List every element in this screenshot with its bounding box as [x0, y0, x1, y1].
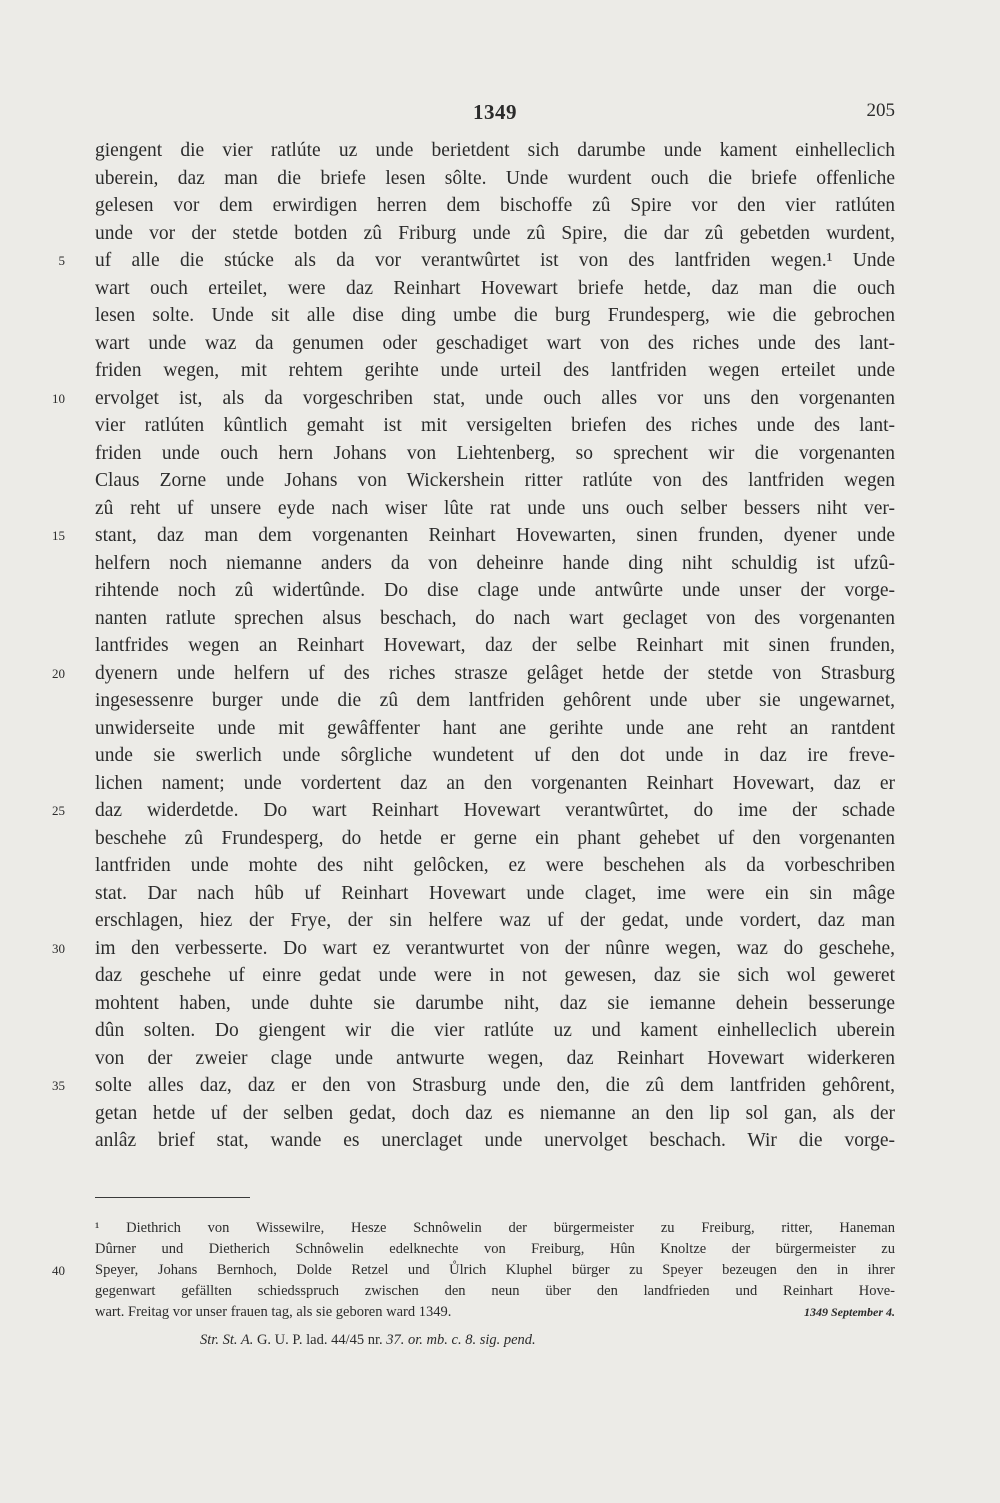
line-text: wart ouch erteilet, were daz Reinhart Hovewart briefe hetde, daz man die ouch — [95, 277, 895, 299]
signature-archive: Str. St. A. — [200, 1332, 254, 1348]
line-text: lichen nament; unde vordertent daz an den vorgenanten Reinhart Hovewart, daz er — [95, 772, 895, 794]
line-text: rihtende noch zû widertûnde. Do dise clage unde antwûrte unde unser der vorge- — [95, 580, 895, 601]
text-line — [52, 522, 895, 550]
line-text: lantfrides wegen an Reinhart Hovewart, daz der selbe Reinhart mit sinen frunden, — [95, 635, 895, 656]
line-text: dyenern unde helfern uf des riches strasze gelâget hetde der stetde von Strasburg — [95, 662, 895, 684]
text-line — [95, 1045, 895, 1073]
text-line — [95, 825, 895, 853]
text-line — [52, 660, 895, 688]
text-line — [95, 220, 895, 248]
signature-location: G. U. P. lad. 44/45 nr. — [253, 1332, 387, 1348]
text-line — [95, 550, 895, 578]
line-text: friden unde ouch hern Johans von Liehtenberg, so sprechent wir die vorgenanten — [95, 442, 895, 464]
footnote-text: Dûrner und Dietherich Schnôwelin edelknechte von Freiburg, Hûn Knoltze der bürgermeister zu — [95, 1241, 895, 1257]
line-text: unde sie swerlich unde sôrgliche wundetent uf den dot unde in daz ire freve- — [95, 745, 895, 766]
text-line — [95, 302, 895, 330]
line-number: 25 — [52, 803, 65, 818]
text-line — [95, 275, 895, 303]
line-text: zû reht uf unsere eyde nach wiser lûte rat unde uns ouch selber bessers niht ver- — [95, 497, 895, 519]
line-text: mohtent haben, unde duhte sie darumbe niht, daz sie iemanne dehein besserunge — [95, 992, 895, 1014]
text-line — [95, 742, 895, 770]
line-number: 30 — [52, 940, 65, 956]
line-text: getan hetde uf der selben gedat, doch daz es niemanne an den lip sol gan, als der — [95, 1102, 895, 1124]
text-line — [95, 192, 895, 220]
page-number: 205 — [866, 100, 895, 121]
text-line — [95, 852, 895, 880]
text-line — [95, 1127, 895, 1155]
text-line — [52, 797, 895, 825]
line-number: 15 — [52, 528, 65, 543]
text-line — [58, 247, 895, 275]
footnote-text: Speyer, Johans Bernhoch, Dolde Retzel und Ůlrich Kluphel bürger zu Speyer bezeugen den in ihrer — [95, 1262, 895, 1278]
line-text: stant, daz man dem vorgenanten Reinhart Hovewarten, sinen frunden, dyener unde — [95, 525, 895, 546]
line-number: 20 — [52, 665, 65, 681]
line-text: gelesen vor dem erwirdigen herren dem bischoffe zû Spire vor den vier ratlúten — [95, 195, 895, 216]
main-text — [52, 137, 895, 1155]
text-line — [95, 962, 895, 990]
footnote-divider — [95, 1197, 250, 1198]
page-year: 1349 — [473, 100, 517, 124]
line-text: lesen solte. Unde sit alle dise ding umbe die burg Frundesperg, wie die gebrochen — [95, 305, 895, 326]
text-line — [95, 632, 895, 660]
line-text: solte alles daz, daz er den von Strasburg unde den, die zû dem lantfriden gehôrent, — [95, 1075, 895, 1096]
text-line — [95, 165, 895, 193]
footnote-text: gegenwart gefällten schiedsspruch zwischen den neun über den landfrieden und Reinhart Hove- — [95, 1283, 895, 1299]
line-number: 40 — [52, 1263, 65, 1278]
text-line — [95, 990, 895, 1018]
line-text: friden wegen, mit rehtem gerihte unde urteil des lantfriden wegen erteilet unde — [95, 360, 895, 381]
line-text: daz widerdetde. Do wart Reinhart Hovewart verantwûrtet, do ime der schade — [95, 800, 895, 821]
text-line — [95, 1017, 895, 1045]
line-text: uf alle die stúcke als da vor verantwûrtet ist von des lantfriden wegen.¹ Unde — [95, 250, 895, 271]
line-text: lantfriden unde mohte des niht gelôcken, ez were beschehen als da vorbeschriben — [95, 855, 895, 876]
text-line — [95, 577, 895, 605]
line-text: vier ratlúten kûntlich gemaht ist mit versigelten briefen des riches unde des lant- — [95, 415, 895, 436]
line-text: daz geschehe uf einre gedat unde were in not gewesen, daz sie sich wol geweret — [95, 965, 895, 986]
text-line — [52, 385, 895, 413]
footnote-text: ¹ Diethrich von Wissewilre, Hesze Schnôwelin der bürgermeister zu Freiburg, ritter, Haneman — [95, 1220, 895, 1236]
line-number: 5 — [58, 253, 65, 268]
line-text: giengent die vier ratlúte uz unde berietdent sich darumbe unde kament einhelleclich — [95, 140, 895, 161]
line-text: im den verbesserte. Do wart ez verantwurtet von der nûnre wegen, waz do geschehe, — [95, 937, 895, 959]
text-line — [95, 605, 895, 633]
signature-details: 37. or. mb. c. 8. sig. pend. — [386, 1332, 536, 1348]
text-line — [95, 880, 895, 908]
text-line — [95, 467, 895, 495]
footnote-date: 1349 September 4. — [804, 1305, 895, 1319]
line-text: ervolget ist, als da vorgeschriben stat, unde ouch alles vor uns den vorgenanten — [95, 387, 895, 409]
line-text: unde vor der stetde botden zû Friburg unde zû Spire, die dar zû gebetden wurdent, — [95, 222, 895, 244]
line-text: unwiderseite unde mit gewâffenter hant ane gerihte unde ane reht an rantdent — [95, 717, 895, 739]
footnote-line — [95, 1218, 895, 1239]
line-text: anlâz brief stat, wande es unerclaget unde unervolget beschach. Wir die vorge- — [95, 1130, 895, 1151]
text-line — [95, 687, 895, 715]
line-text: wart unde waz da genumen oder geschadiget wart von des riches unde des lant- — [95, 332, 895, 354]
line-text: ingesessenre burger unde die zû dem lantfriden gehôrent unde uber sie ungewarnet, — [95, 690, 895, 711]
text-line — [95, 330, 895, 358]
footnote-line — [95, 1239, 895, 1260]
footnote-text: wart. Freitag vor unser frauen tag, als sie geboren ward 1349. — [95, 1304, 452, 1320]
footnote-line — [52, 1260, 895, 1281]
line-text: helfern noch niemanne anders da von deheinre hande ding niht schuldig ist ufzû- — [95, 552, 895, 574]
footnote-line — [95, 1302, 895, 1323]
line-text: dûn solten. Do giengent wir die vier ratlúte uz und kament einhelleclich uberein — [95, 1020, 895, 1041]
line-text: stat. Dar nach hûb uf Reinhart Hovewart unde claget, ime were ein sin mâge — [95, 882, 895, 904]
line-text: von der zweier clage unde antwurte wegen, daz Reinhart Hovewart widerkeren — [95, 1047, 895, 1069]
line-text: nanten ratlute sprechen alsus beschach, do nach wart geclaget von des vorgenanten — [95, 607, 895, 629]
archival-signature — [200, 1332, 536, 1349]
text-line — [95, 137, 895, 165]
footnote-line — [95, 1281, 895, 1302]
line-number: 10 — [52, 390, 65, 406]
text-line — [95, 412, 895, 440]
line-number: 35 — [52, 1078, 65, 1093]
text-line — [95, 440, 895, 468]
text-line — [95, 770, 895, 798]
text-line — [95, 357, 895, 385]
page-header — [95, 100, 895, 130]
text-line — [95, 1100, 895, 1128]
text-line — [95, 715, 895, 743]
line-text: erschlagen, hiez der Frye, der sin helfere waz uf der gedat, unde vordert, daz man — [95, 910, 895, 931]
line-text: Claus Zorne unde Johans von Wickershein ritter ratlúte von des lantfriden wegen — [95, 470, 895, 491]
text-line — [95, 495, 895, 523]
text-line — [95, 907, 895, 935]
footnotes — [52, 1218, 895, 1323]
text-line — [52, 1072, 895, 1100]
line-text: uberein, daz man die briefe lesen sôlte. Unde wurdent ouch die briefe offenliche — [95, 167, 895, 189]
line-text: beschehe zû Frundesperg, do hetde er gerne ein phant gehebet uf den vorgenanten — [95, 827, 895, 849]
text-line — [52, 935, 895, 963]
